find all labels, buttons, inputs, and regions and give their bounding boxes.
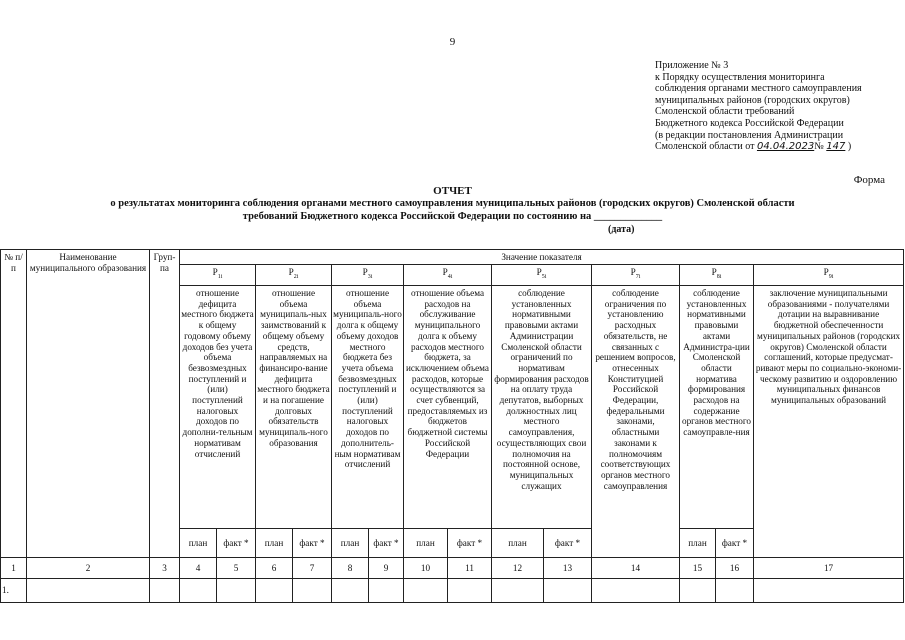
indicator-description: отношение объема муниципаль-ного долга к общему объему доходов местного бюджета без учета объема безвозмездных поступлений и (или) поступлений налоговых доходов по дополнитель-ным нормативам отчислений xyxy=(332,286,404,529)
fact-header: факт * xyxy=(448,529,492,558)
table-cell xyxy=(716,579,754,603)
date-label: (дата) xyxy=(608,224,635,235)
report-title: ОТЧЕТ xyxy=(433,185,472,197)
table-cell xyxy=(332,579,369,603)
appendix-line: соблюдения органами местного самоуправления xyxy=(655,83,862,95)
table-cell xyxy=(448,579,492,603)
fact-header: факт * xyxy=(293,529,332,558)
column-number: 2 xyxy=(27,558,150,579)
indicator-description: отношение дефицита местного бюджета к общему годовому объему доходов без учета объема безвозмездных поступлений и (или) поступлений налоговых доходов по дополни-тельным нормативам отчислений xyxy=(180,286,256,529)
header-name: Наименование муниципального образования xyxy=(27,250,150,558)
fact-header: факт * xyxy=(544,529,592,558)
report-subtitle-2: требований Бюджетного кодекса Российской Федерации по состоянию на _____________ xyxy=(242,211,663,222)
column-number: 6 xyxy=(256,558,293,579)
column-number: 8 xyxy=(332,558,369,579)
indicator-header: $P_{9i}$ xyxy=(754,265,904,286)
plan-header: план xyxy=(180,529,217,558)
indicator-header: $P_{3i}$ xyxy=(332,265,404,286)
appendix-line: Смоленской области требований xyxy=(655,106,795,118)
table-cell xyxy=(404,579,448,603)
appendix-line: к Порядку осуществления мониторинга xyxy=(655,71,825,83)
column-number: 17 xyxy=(754,558,904,579)
plan-header: план xyxy=(404,529,448,558)
table-cell xyxy=(492,579,544,603)
table-cell xyxy=(592,579,680,603)
column-number: 15 xyxy=(680,558,716,579)
indicator-header: $P_{4i}$ xyxy=(404,265,492,286)
appendix-line: Бюджетного кодекса Российской Федерации xyxy=(655,117,844,129)
header-group: Груп-па xyxy=(150,250,180,558)
fact-header: факт * xyxy=(217,529,256,558)
indicator-description: соблюдение установленных нормативными правовыми актами Администра-ции Смоленской области норматива формирования расходов на содержание органов местного самоуправле-ния xyxy=(680,286,754,529)
table-cell xyxy=(680,579,716,603)
fact-header: факт * xyxy=(716,529,754,558)
column-number: 5 xyxy=(217,558,256,579)
table-cell xyxy=(256,579,293,603)
report-table xyxy=(0,249,904,603)
indicator-header: $P_{5i}$ xyxy=(492,265,592,286)
appendix-line: муниципальных районов (городских округов) xyxy=(655,94,850,106)
column-number: 11 xyxy=(448,558,492,579)
row-number: 1. xyxy=(1,579,27,603)
column-number: 9 xyxy=(369,558,404,579)
column-number: 4 xyxy=(180,558,217,579)
indicator-header: $P_{2i}$ xyxy=(256,265,332,286)
indicator-description: отношение объема муниципаль-ных заимствований к общему объему средств, направляемых на финансиро-вание дефицита местного бюджета и на погашение долговых обязательств муниципаль-ного образования xyxy=(256,286,332,529)
appendix-line: (в редакции постановления Администрации xyxy=(655,129,844,141)
close-paren: ) xyxy=(847,141,852,153)
fact-header: факт * xyxy=(369,529,404,558)
page-number: 9 xyxy=(449,36,456,48)
column-number: 3 xyxy=(150,558,180,579)
indicator-description: соблюдение установленных нормативными правовыми актами Администрации Смоленской области ограничений по нормативам формирования расходов на оплату труда депутатов, выборных должностных лиц местного самоуправления, осуществляющих свои полномочия на постоянной основе, муниципальных служащих xyxy=(492,286,592,529)
indicator-header: $P_{8i}$ xyxy=(680,265,754,286)
appendix-line: Приложение № 3 xyxy=(655,60,729,71)
indicator-description: соблюдение ограничения по установлению расходных обязательств, не связанных с решением вопросов, отнесенных Конституцией Российской Федерации, федеральными законами, областными законами к полномочиям соответствующих органов местного самоуправления xyxy=(592,286,680,558)
column-number: 1 xyxy=(1,558,27,579)
column-number: 14 xyxy=(592,558,680,579)
column-number: 13 xyxy=(544,558,592,579)
table-cell xyxy=(754,579,904,603)
indicator-description: заключение муниципальными образованиями - получателями дотации на выравнивание бюджетной обеспеченности муниципальных районов (городских округов) Смоленской области соглашений, которые предусмат-ривают меры по социально-экономи-ческому развитию и оздоровлению муниципальных финансов муниципальных образований xyxy=(754,286,904,558)
plan-header: план xyxy=(492,529,544,558)
appendix-last-prefix: Смоленской области от xyxy=(655,141,755,153)
form-label: Форма xyxy=(853,174,885,186)
plan-header: план xyxy=(256,529,293,558)
table-cell xyxy=(150,579,180,603)
column-number: 16 xyxy=(716,558,754,579)
header-num: № п/п xyxy=(1,250,27,558)
table-cell xyxy=(369,579,404,603)
header-value: Значение показателя xyxy=(180,250,904,265)
appendix-last-line xyxy=(655,141,900,153)
appendix-block xyxy=(655,60,900,153)
column-number: 10 xyxy=(404,558,448,579)
table-cell xyxy=(27,579,150,603)
indicator-description: отношение объема расходов на обслуживание муниципального долга к объему расходов местного бюджета, за исключением объема расходов, которые осуществляются за счет субвенций, предоставляемых из бюджетов бюджетной системы Российской Федерации xyxy=(404,286,492,529)
table-cell xyxy=(217,579,256,603)
indicator-header: $P_{7i}$ xyxy=(592,265,680,286)
table-cell xyxy=(293,579,332,603)
handwritten-number: 147 xyxy=(826,141,846,153)
column-number: 12 xyxy=(492,558,544,579)
plan-header: план xyxy=(332,529,369,558)
table-cell xyxy=(544,579,592,603)
report-subtitle-1: о результатах мониторинга соблюдения органами местного самоуправления муниципальных районов (городских округов) Смоленской области xyxy=(110,198,795,209)
column-number: 7 xyxy=(293,558,332,579)
handwritten-date: 04.04.2023 xyxy=(756,141,815,153)
table-cell xyxy=(180,579,217,603)
indicator-header: $P_{1i}$ xyxy=(180,265,256,286)
plan-header: план xyxy=(680,529,716,558)
number-sign: № xyxy=(814,141,824,153)
